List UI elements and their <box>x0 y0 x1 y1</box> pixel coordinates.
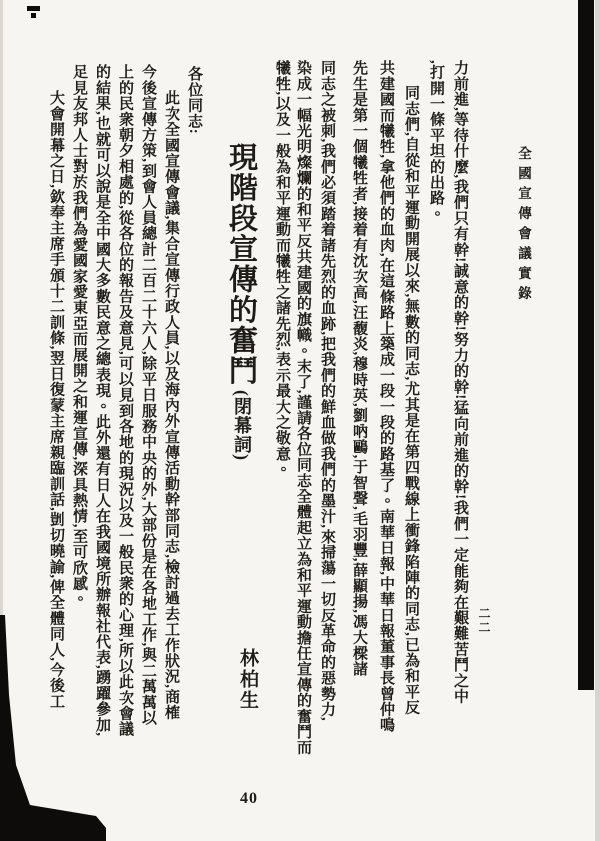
folio-marker: 二二 <box>477 607 491 635</box>
running-header: 全國宣傳會議實錄 <box>516 146 531 306</box>
article-title: 現階段宣傳的奮鬥 <box>225 142 257 386</box>
text-column: 力前進,等待什麼,我們只有幹!誠意的幹!努力的幹!猛向前進的幹!我們一定能夠在艱難苦鬥之中 <box>452 60 468 704</box>
text-column: 同志們,自從和平運動開展以來,無數的同志,尤其是在第四戰線上衝鋒陷陣的同志,已為和平反 <box>403 85 419 716</box>
text-column: 染成一幅光明燦爛的和平反共建國的旗幟。末了,謹請各位同志全體起立為和平運動擔任宣傳的奮鬥而 <box>295 60 311 756</box>
text-column: 此次全國宣傳會議,集合宣傳行政人員,以及海內外宣傳活動幹部同志,檢討過去工作狀況,商榷 <box>163 90 179 721</box>
author-name: 林柏生 <box>237 648 258 711</box>
text-column: 今後宣傳方策,到會人員總計二百二十六人,除平日服務中央的外,大部份是在各地工作,與二萬萬以 <box>140 64 156 726</box>
scan-artifact-topleft-1 <box>27 6 40 11</box>
text-column: 大會開幕之日,欽奉主席手頒十二訓條,翌日復蒙主席親臨訓話,剴切曉諭,俾全體同人,今後工 <box>48 90 64 709</box>
text-column: 犧牲,以及一般為和平運動而犧牲之諸先烈,表示最大之敬意。 <box>274 60 290 478</box>
scan-artifact-right-bar <box>578 0 594 690</box>
salutation: 各位同志: <box>186 66 202 135</box>
text-column: 足見友邦人士對於我們為愛國家愛東亞而展開之和運宣傳,深具熱情,至可欣感。 <box>71 64 87 607</box>
text-column: 共建國而犧牲,拿他們的血肉,在這條路上築成一段一段的路基了。南華日報,中華日報董事長曾仲鳴 <box>378 60 394 733</box>
scan-artifact-topleft-2 <box>31 13 36 18</box>
text-column: 的結果,也就可以說是全中國大多數民意之總表現。此外還有日人在我國境所辦報社代表,踴躍參加, <box>94 64 110 737</box>
text-column: ,打開一條平坦的出路。 <box>428 60 444 222</box>
scan-edge-shade-right <box>595 0 600 841</box>
text-column: 同志之被刺,我們必須踏着諸先烈的血跡,把我們的鮮血做我們的墨汁,來掃蕩一切反革命的惡勢力, <box>319 60 335 722</box>
text-column: 上的民衆朝夕相處的,從各位的報告及意見,可以見到各地的現況以及一般民衆的心理,所以此次會議 <box>117 64 133 737</box>
text-column: 先生是第一個犧牲者,接着有沈次高,汪馥炎,穆時英,劉吶鷗,于智聲,毛羽豐,薛顯揚,馮大樑諸 <box>351 60 367 677</box>
article-subtitle: (閉幕詞) <box>232 390 252 461</box>
page-number: 40 <box>240 790 258 807</box>
